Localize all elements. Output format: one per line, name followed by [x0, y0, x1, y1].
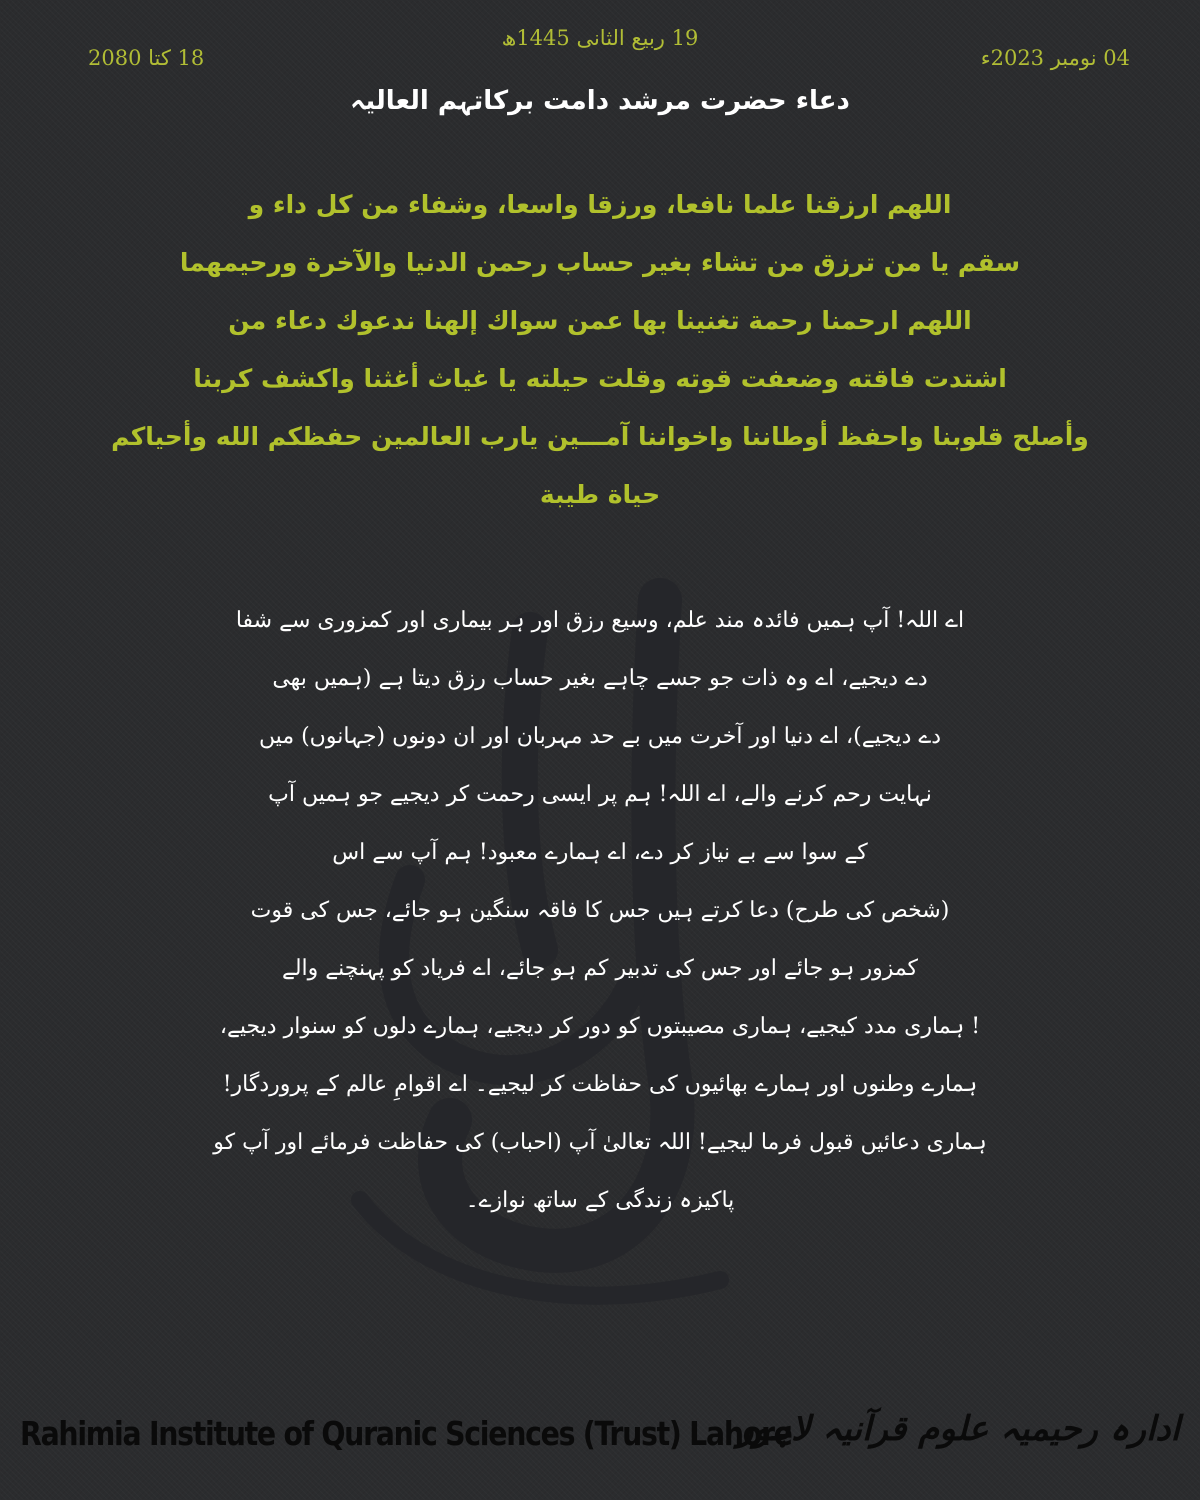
urdu-translation-line: (شخص کی طرح) دعا کرتے ہیں جس کا فاقہ سنگین ہو جائے، جس کی قوت: [250, 898, 950, 923]
urdu-translation-line: پاکیزہ زندگی کے ساتھ نوازے۔: [465, 1188, 735, 1213]
bikrami-date: 18 کتا 2080: [88, 46, 205, 70]
arabic-dua-line: سقم يا من ترزق من تشاء بغير حساب رحمن الدنيا والآخرة ورحيمهما: [179, 248, 1021, 277]
urdu-translation-line: نہایت رحم کرنے والے، اے اللہ! ہم پر ایسی رحمت کر دیجیے جو ہمیں آپ: [268, 782, 932, 807]
arabic-dua-line: اللهم ارزقنا علما نافعا، ورزقا واسعا، وشفاء من كل داء و: [248, 190, 952, 219]
urdu-translation-line: ! ہماری مدد کیجیے، ہماری مصیبتوں کو دور کر دیجیے، ہمارے دلوں کو سنوار دیجیے،: [219, 1014, 981, 1039]
arabic-dua-line: اللهم ارحمنا رحمة تغنينا بها عمن سواك إلهنا ندعوك دعاء من: [228, 306, 972, 335]
urdu-translation-line: دے دیجیے، اے وہ ذات جو جسے چاہے بغیر حساب رزق دیتا ہے (ہمیں بھی: [272, 666, 928, 691]
gregorian-date: 04 نومبر 2023ء: [980, 46, 1130, 70]
institute-logo-urdu: ادارہ رحیمیہ علوم قرآنیہ لاہور: [737, 1409, 1180, 1449]
hijri-date: 19 ربیع الثانی 1445ھ: [501, 26, 699, 50]
urdu-translation-line: اے اللہ! آپ ہمیں فائدہ مند علم، وسیع رزق اور ہر بیماری اور کمزوری سے شفا: [235, 608, 965, 633]
urdu-translation-line: ہماری دعائیں قبول فرما لیجیے! اللہ تعالیٰ آپ (احباب) کی حفاظت فرمائے اور آپ کو: [213, 1130, 987, 1155]
urdu-translation-line: دے دیجیے)، اے دنیا اور آخرت میں بے حد مہربان اور ان دونوں (جہانوں) میں: [258, 724, 942, 749]
urdu-translation-line: ہمارے وطنوں اور ہمارے بھائیوں کی حفاظت کر لیجیے۔ اے اقوامِ عالم کے پروردگار!: [222, 1072, 978, 1097]
urdu-translation-line: کے سوا سے بے نیاز کر دے، اے ہمارے معبود! ہم آپ سے اس: [332, 840, 868, 865]
urdu-translation-line: کمزور ہو جائے اور جس کی تدبیر کم ہو جائے، اے فریاد کو پہنچنے والے: [281, 956, 919, 981]
arabic-dua: [60, 176, 1140, 524]
institute-footer: [0, 1400, 1200, 1480]
dua-heading: دعاء حضرت مرشد دامت برکاتہم العالیہ: [350, 86, 850, 116]
urdu-translation: [160, 592, 1040, 1230]
arabic-dua-line: وأصلح قلوبنا واحفظ أوطاننا واخواننا آمـــين يارب العالمين حفظكم الله وأحياكم: [111, 422, 1089, 451]
arabic-dua-line: حياة طيبة: [539, 480, 661, 509]
institute-name-english: Rahimia Institute of Quranic Sciences (Trust) Lahore: [20, 1414, 792, 1453]
arabic-dua-line: اشتدت فاقته وضعفت قوته وقلت حيلته يا غياث أغثنا واكشف كربنا: [193, 364, 1007, 393]
